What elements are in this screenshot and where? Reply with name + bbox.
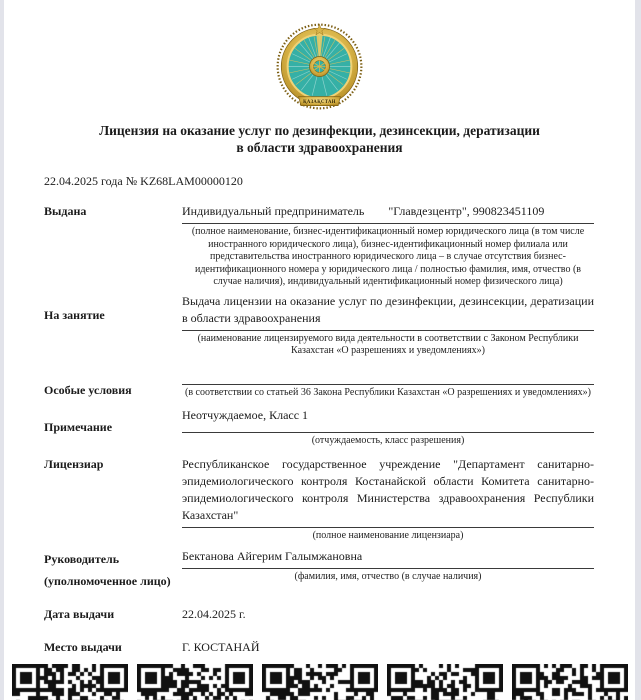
field-rule-note bbox=[182, 424, 594, 433]
field-row-issue-date bbox=[44, 606, 594, 623]
field-caption-activity: (наименование лицензируемого вида деятельности в соответствии с Законом Республики Казахстан «О разрешениях и уведомлениях») bbox=[197, 332, 579, 356]
qr-strip bbox=[4, 664, 635, 700]
field-row-activity bbox=[44, 293, 594, 358]
field-row-issue-place bbox=[44, 639, 594, 656]
field-label-head-line2: (уполномоченное лицо) bbox=[44, 574, 171, 588]
field-value-issue-place: Г. КОСТАНАЙ bbox=[182, 640, 260, 654]
field-value-issue-date: 22.04.2025 г. bbox=[182, 607, 246, 621]
field-caption-special-conditions: (в соответствии со статьей 36 Закона Республики Казахстан «О разрешениях и уведомлениях») bbox=[185, 386, 591, 398]
field-label-head-line1: Руководитель bbox=[44, 552, 120, 566]
field-label-head bbox=[44, 548, 182, 592]
field-label-licensor: Лицензиар bbox=[44, 456, 104, 471]
qr-code bbox=[12, 664, 128, 700]
emblem-container bbox=[4, 0, 635, 112]
qr-code bbox=[387, 664, 503, 700]
field-label-special-conditions: Особые условия bbox=[44, 382, 132, 397]
field-label-issued-to: Выдана bbox=[44, 204, 87, 218]
kazakhstan-coat-of-arms-icon bbox=[274, 21, 365, 112]
field-value-licensor: Республиканское государственное учреждение "Департамент санитарно-эпидемиологического контроля Костанайской области Комитета санитарно-эпидемиологического контроля Министерства здравоохранения Республики Казахстан" bbox=[182, 456, 594, 528]
qr-code bbox=[512, 664, 628, 700]
field-label-activity: На занятие bbox=[44, 307, 105, 322]
field-row-special-conditions bbox=[44, 380, 594, 400]
field-caption-licensor: (полное наименование лицензиара) bbox=[312, 529, 464, 541]
field-caption-note: (отчуждаемость, класс разрешения) bbox=[311, 435, 465, 446]
field-value-head: Бектанова Айгерим Галымжановна bbox=[182, 548, 594, 569]
field-label-issue-date: Дата выдачи bbox=[44, 607, 115, 621]
field-label-issue-place: Место выдачи bbox=[44, 640, 122, 654]
document-title-line2: в области здравоохранения bbox=[236, 140, 403, 155]
field-row-head bbox=[44, 548, 594, 592]
field-value-note: Неотчуждаемое, Класс 1 bbox=[182, 408, 309, 422]
qr-code bbox=[137, 664, 253, 700]
field-row-issued-to bbox=[44, 203, 594, 289]
qr-code bbox=[262, 664, 378, 700]
license-document-page bbox=[4, 0, 635, 700]
field-caption-head: (фамилия, имя, отчество (в случае наличия) bbox=[294, 571, 482, 582]
document-title-line1: Лицензия на оказание услуг по дезинфекции, дезинсекции, дератизации bbox=[99, 123, 540, 138]
license-number-line: 22.04.2025 года № KZ68LAM00000120 bbox=[44, 174, 243, 188]
document-title bbox=[24, 122, 615, 156]
field-caption-issued-to: (полное наименование, бизнес-идентификационный номер юридического лица (в том числе иностранного юридического лица), бизнес-идентификационный номер филиала или представительства иностранного юридического лица – в случае отсутствия бизнес-идентификационного номера у юридического лица / полностью фамилия, имя, отчество (в случае наличия), индивидуальный идентификационный номер физического лица) bbox=[191, 226, 585, 287]
field-row-note bbox=[44, 407, 594, 448]
field-value-issued-to: Индивидуальный предприниматель "Главдезцентр", 990823451109 bbox=[182, 203, 594, 224]
field-label-note: Примечание bbox=[44, 420, 113, 434]
emblem-banner-text: ҚАЗАҚСТАН bbox=[303, 100, 336, 106]
field-row-licensor bbox=[44, 456, 594, 543]
field-value-activity: Выдача лицензии на оказание услуг по дезинфекции, дезинсекции, дератизации в области здравоохранения bbox=[182, 293, 594, 331]
